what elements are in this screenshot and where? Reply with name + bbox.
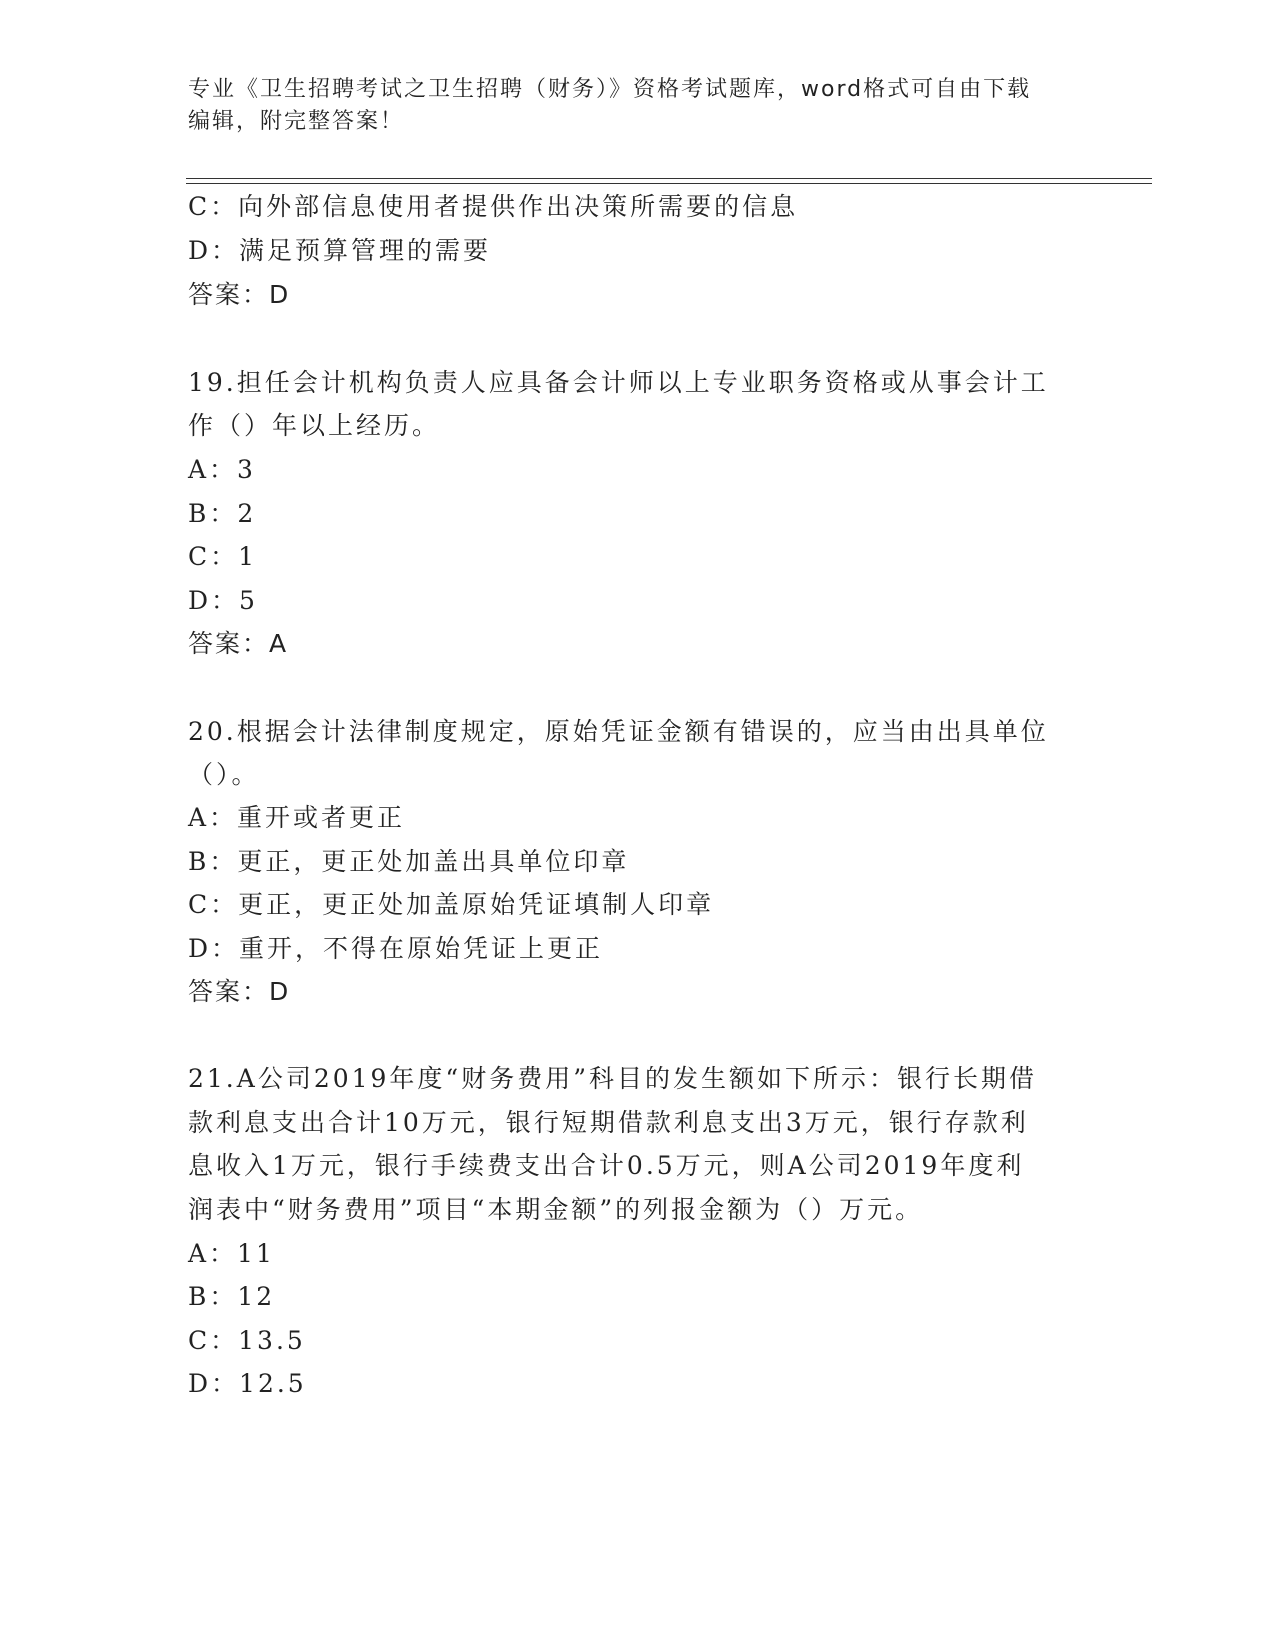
- option-d: D：满足预算管理的需要: [188, 236, 492, 265]
- question-stem-line: 19.担任会计机构负责人应具备会计师以上专业职务资格或从事会计工: [188, 368, 1049, 397]
- document-header: [188, 74, 1088, 138]
- answer: 答案：D: [188, 977, 291, 1006]
- option-c: C：向外部信息使用者提供作出决策所需要的信息: [188, 192, 799, 221]
- answer: 答案：A: [188, 629, 289, 658]
- header-line-2: 编辑，附完整答案！: [188, 109, 405, 134]
- question-stem-line: 作（）年以上经历。: [188, 411, 441, 440]
- question-stem-line: 21.A公司2019年度“财务费用”科目的发生额如下所示：银行长期借: [188, 1064, 1037, 1093]
- option-b: B：更正，更正处加盖出具单位印章: [188, 847, 630, 876]
- option-b: B：12: [188, 1282, 276, 1311]
- question-stem-line: 20.根据会计法律制度规定，原始凭证金额有错误的，应当由出具单位: [188, 717, 1049, 746]
- answer: 答案：D: [188, 280, 291, 309]
- option-d: D：12.5: [188, 1369, 307, 1398]
- header-divider-bottom: [186, 183, 1152, 184]
- option-c: C：更正，更正处加盖原始凭证填制人印章: [188, 890, 715, 919]
- option-c: C：1: [188, 542, 258, 571]
- question-stem-line: 息收入1万元，银行手续费支出合计0.5万元，则A公司2019年度利: [188, 1151, 1025, 1180]
- header-line-1: 专业《卫生招聘考试之卫生招聘（财务）》资格考试题库，word格式可自由下载: [188, 77, 1032, 102]
- option-d: D：5: [188, 586, 258, 615]
- question-stem-line: （）。: [188, 760, 260, 789]
- option-a: A：3: [188, 455, 256, 484]
- option-a: A：11: [188, 1239, 275, 1268]
- option-c: C：13.5: [188, 1326, 306, 1355]
- option-d: D：重开，不得在原始凭证上更正: [188, 934, 604, 963]
- question-stem-line: 款利息支出合计10万元，银行短期借款利息支出3万元，银行存款利: [188, 1108, 1029, 1137]
- question-stem-line: 润表中“财务费用”项目“本期金额”的列报金额为（）万元。: [188, 1195, 924, 1224]
- option-b: B：2: [188, 499, 257, 528]
- option-a: A：重开或者更正: [188, 803, 406, 832]
- header-divider-top: [186, 178, 1152, 179]
